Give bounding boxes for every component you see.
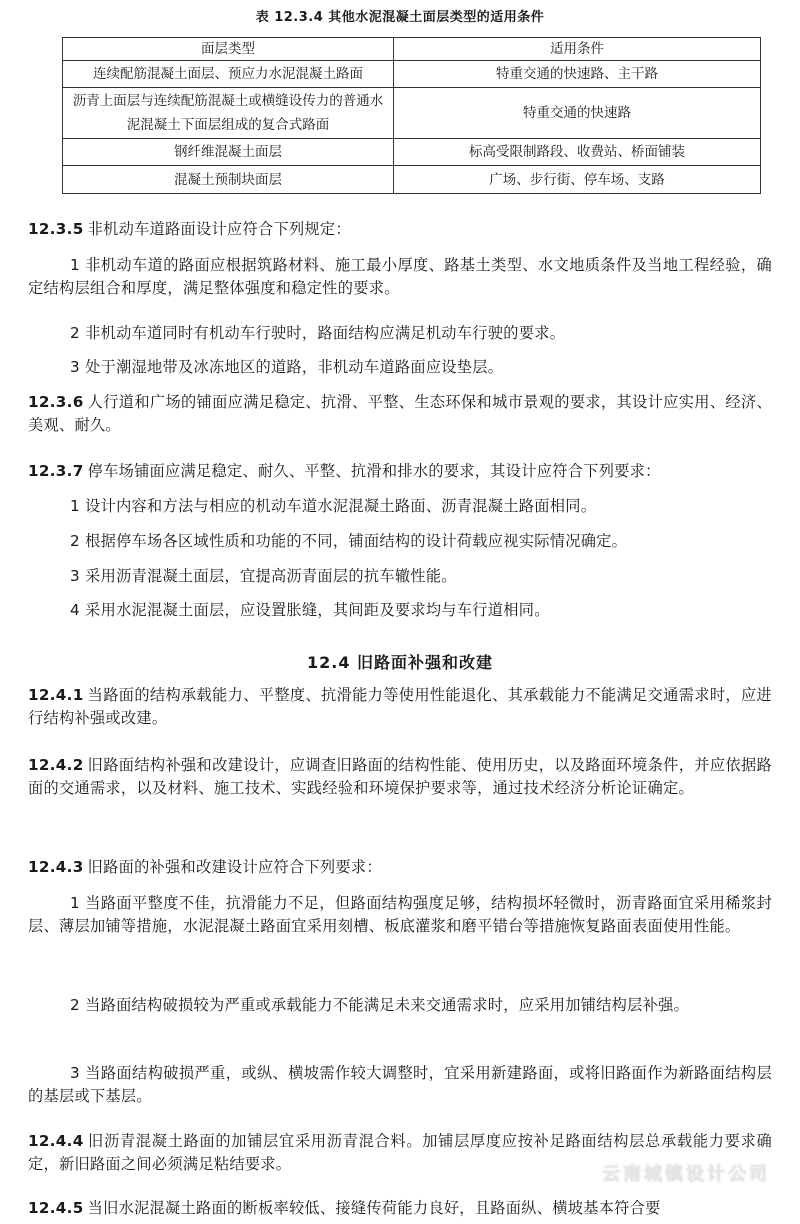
clause-number: 12.4.5 — [28, 1199, 84, 1217]
table-row — [63, 61, 761, 88]
clause-item: 3 处于潮湿地带及冰冻地区的道路，非机动车道路面应设垫层。 — [70, 358, 504, 376]
clause-text: 停车场铺面应满足稳定、耐久、平整、抗滑和排水的要求，其设计应符合下列要求： — [87, 462, 661, 480]
table-row — [63, 166, 761, 194]
clause-text: 旧路面结构补强和改建设计，应调查旧路面的结构性能、使用历史，以及路面环境条件，并应依据路面的交通需求，以及材料、施工技术、实践经验和环境保护要求等，通过技术经济分析论证确定。 — [28, 756, 772, 797]
clause-item: 1 非机动车道的路面应根据筑路材料、施工最小厚度、路基土类型、水文地质条件及当地工程经验，确定结构层组合和厚度，满足整体强度和稳定性的要求。 — [28, 256, 772, 297]
clause-12-4-3 — [28, 856, 772, 879]
table-cell: 特重交通的快速路、主干路 — [394, 61, 761, 88]
clause-text: 当路面的结构承载能力、平整度、抗滑能力等使用性能退化、其承载能力不能满足交通需求时，应进行结构补强或改建。 — [28, 686, 772, 727]
clause-number: 12.4.4 — [28, 1132, 84, 1150]
clause-number: 12.4.2 — [28, 756, 84, 774]
table-header-cell: 适用条件 — [394, 38, 761, 61]
table-row — [63, 139, 761, 166]
clause-item: 2 非机动车道同时有机动车行驶时，路面结构应满足机动车行驶的要求。 — [70, 324, 566, 342]
table-header-row — [63, 38, 761, 61]
clause-12-3-7 — [28, 460, 772, 483]
section-title: 12.4 旧路面补强和改建 — [306, 653, 494, 672]
clause-12-3-6 — [28, 391, 772, 437]
clause-text: 旧路面的补强和改建设计应符合下列要求： — [87, 858, 382, 876]
clause-12-4-5 — [28, 1197, 772, 1220]
clause-12-4-1 — [28, 684, 772, 730]
table-header-cell: 面层类型 — [63, 38, 394, 61]
clause-text: 非机动车道路面设计应符合下列规定： — [87, 220, 351, 238]
clause-text: 旧沥青混凝土路面的加铺层宜采用沥青混合料。加铺层厚度应按补足路面结构层总承载能力要求确定，新旧路面之间必须满足粘结要求。 — [28, 1132, 772, 1173]
table-cell: 钢纤维混凝土面层 — [63, 139, 394, 166]
clause-item: 3 采用沥青混凝土面层，宜提高沥青面层的抗车辙性能。 — [70, 567, 457, 585]
clause-item: 3 当路面结构破损严重，或纵、横坡需作较大调整时，宜采用新建路面，或将旧路面作为新路面结构层的基层或下基层。 — [28, 1064, 772, 1105]
table-cell: 沥青上面层与连续配筋混凝土或横缝设传力的普通水泥混凝土下面层组成的复合式路面 — [63, 88, 394, 139]
table-cell: 特重交通的快速路 — [394, 88, 761, 139]
clause-number: 12.4.1 — [28, 686, 84, 704]
pavement-type-table — [62, 37, 761, 194]
clause-number: 12.3.5 — [28, 220, 84, 238]
clause-12-3-5 — [28, 218, 772, 241]
clause-item: 2 当路面结构破损较为严重或承载能力不能满足未来交通需求时，应采用加铺结构层补强。 — [70, 996, 690, 1014]
table-row — [63, 88, 761, 139]
table-cell: 标高受限制路段、收费站、桥面铺装 — [394, 139, 761, 166]
clause-item: 4 采用水泥混凝土面层，应设置胀缝，其间距及要求均与车行道相同。 — [70, 601, 550, 619]
clause-text: 当旧水泥混凝土路面的断板率较低、接缝传荷能力良好，且路面纵、横坡基本符合要 — [87, 1199, 661, 1217]
table-cell: 连续配筋混凝土面层、预应力水泥混凝土路面 — [63, 61, 394, 88]
clause-text: 人行道和广场的铺面应满足稳定、抗滑、平整、生态环保和城市景观的要求，其设计应实用、经济、美观、耐久。 — [28, 393, 772, 434]
clause-item: 1 设计内容和方法与相应的机动车道水泥混凝土路面、沥青混凝土路面相同。 — [70, 497, 597, 515]
table-cell: 广场、步行街、停车场、支路 — [394, 166, 761, 194]
table-title: 表 12.3.4 其他水泥混凝土面层类型的适用条件 — [255, 10, 545, 25]
clause-item: 1 当路面平整度不佳，抗滑能力不足，但路面结构强度足够，结构损坏轻微时，沥青路面宜采用稀浆封层、薄层加铺等措施，水泥混凝土路面宜采用刻槽、板底灌浆和磨平错台等措施恢复路面表面使用性能。 — [28, 894, 772, 935]
table-cell: 混凝土预制块面层 — [63, 166, 394, 194]
watermark: 云南城镇设计公司 — [602, 1164, 770, 1185]
clause-number: 12.4.3 — [28, 858, 84, 876]
clause-12-4-2 — [28, 754, 772, 800]
clause-item: 2 根据停车场各区域性质和功能的不同，铺面结构的设计荷载应视实际情况确定。 — [70, 532, 628, 550]
clause-number: 12.3.7 — [28, 462, 84, 480]
clause-number: 12.3.6 — [28, 393, 84, 411]
